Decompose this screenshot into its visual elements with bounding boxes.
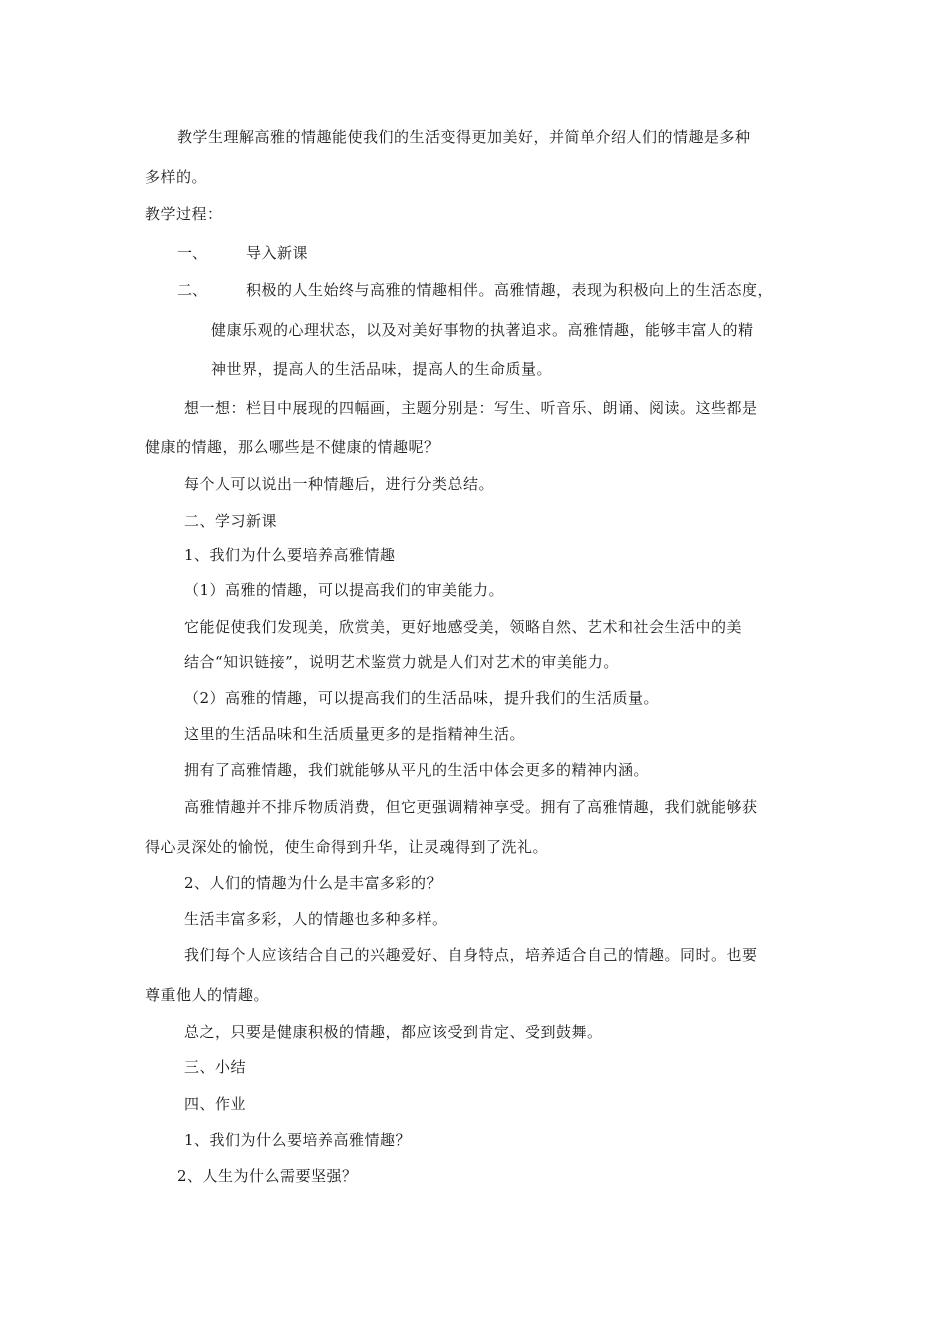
new-lesson-heading: 二、学习新课	[184, 512, 278, 530]
question-2: 2、人们的情趣为什么是丰富多彩的？	[184, 874, 443, 892]
item-2-line-1: 积极的人生始终与高雅的情趣相伴。高雅情趣，表现为积极向上的生活态度，	[246, 281, 774, 299]
section-3-heading: 三、小结	[184, 1058, 247, 1076]
each-person-text: 每个人可以说出一种情趣后，进行分类总结。	[184, 475, 495, 493]
item-1-text: 导入新课	[246, 244, 309, 262]
point-2-detail-1: 这里的生活品味和生活质量更多的是指精神生活。	[184, 725, 526, 743]
question-1: 1、我们为什么要培养高雅情趣	[184, 546, 396, 564]
point-1-detail-line-1: 它能促使我们发现美，欣赏美，更好地感受美，领略自然、艺术和社会生活中的美	[184, 618, 743, 636]
item-1-number: 一、	[177, 244, 208, 262]
summary-text: 总之，只要是健康积极的情趣，都应该受到肯定、受到鼓舞。	[184, 1023, 603, 1041]
item-2-line-3: 神世界，提高人的生活品味，提高人的生命质量。	[211, 360, 553, 378]
goal-line-2: 多样的。	[145, 168, 208, 186]
point-2-detail-2: 拥有了高雅情趣，我们就能够从平凡的生活中体会更多的精神内涵。	[184, 761, 650, 779]
homework-1: 1、我们为什么要培养高雅情趣？	[184, 1131, 412, 1149]
point-1: （1）高雅的情趣，可以提高我们的审美能力。	[184, 581, 505, 599]
point-1-detail-line-2: 结合“知识链接”，说明艺术鉴赏力就是人们对艺术的审美能力。	[184, 653, 619, 671]
think-line-2: 健康的情趣，那么哪些是不健康的情趣呢？	[145, 438, 440, 456]
section-4-heading: 四、作业	[184, 1095, 247, 1113]
question-2-answer-2-line-2: 尊重他人的情趣。	[145, 986, 270, 1004]
point-2: （2）高雅的情趣，可以提高我们的生活品味，提升我们的生活质量。	[184, 689, 660, 707]
point-2-detail-3-line-1: 高雅情趣并不排斥物质消费，但它更强调精神享受。拥有了高雅情趣，我们就能够获	[184, 798, 758, 816]
question-2-answer-1: 生活丰富多彩，人的情趣也多种多样。	[184, 910, 448, 928]
item-2-line-2: 健康乐观的心理状态，以及对美好事物的执著追求。高雅情趣，能够丰富人的精	[211, 321, 754, 339]
goal-line-1: 教学生理解高雅的情趣能使我们的生活变得更加美好，并简单介绍人们的情趣是多种	[177, 128, 751, 146]
think-line-1: 想一想：栏目中展现的四幅画，主题分别是：写生、听音乐、朗诵、阅读。这些都是	[184, 399, 758, 417]
question-2-answer-2-line-1: 我们每个人应该结合自己的兴趣爱好、自身特点，培养适合自己的情趣。同时。也要	[184, 946, 758, 964]
point-2-detail-3-line-2: 得心灵深处的愉悦，使生命得到升华，让灵魂得到了洗礼。	[145, 838, 549, 856]
process-heading: 教学过程：	[145, 205, 223, 223]
item-2-number: 二、	[177, 281, 208, 299]
homework-2: 2、人生为什么需要坚强？	[177, 1167, 358, 1185]
